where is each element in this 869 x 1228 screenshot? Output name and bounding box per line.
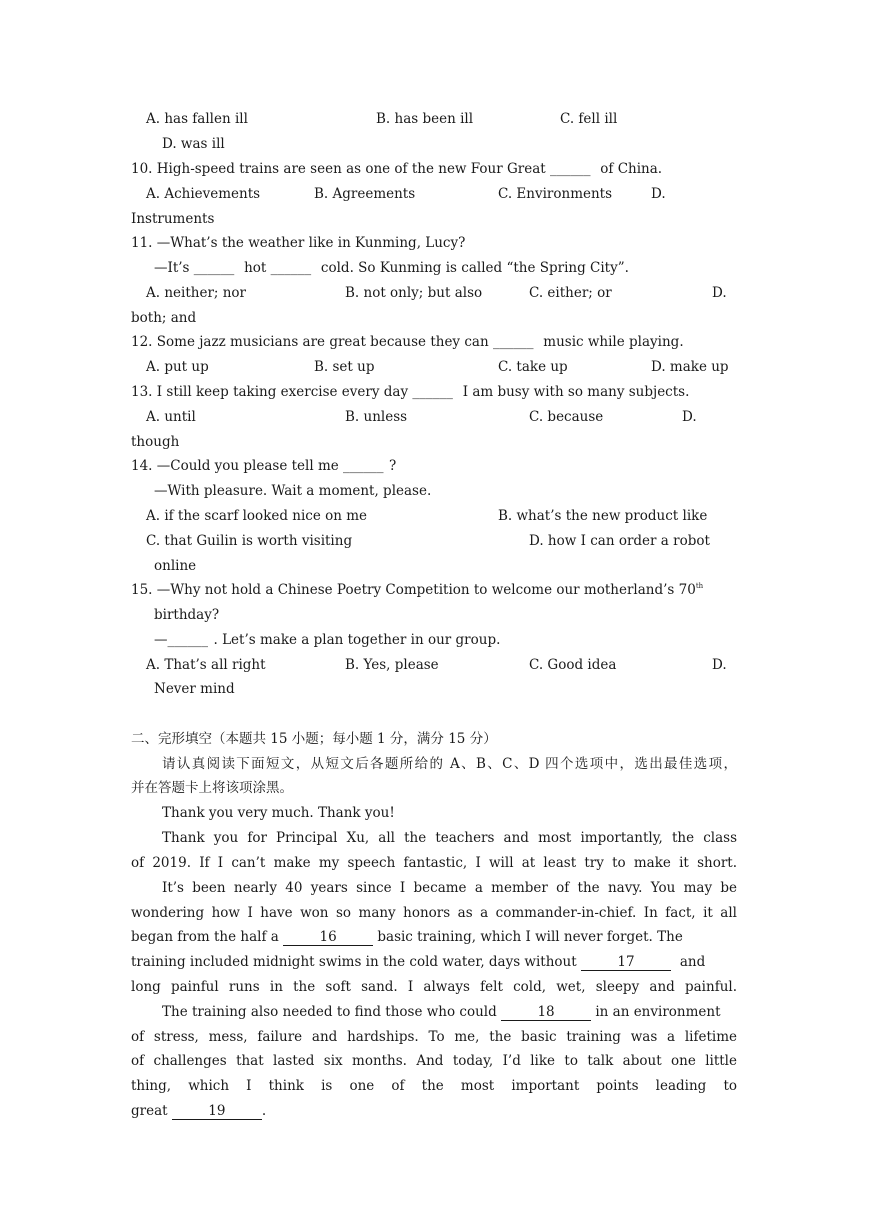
q10-blank: ______ — [549, 161, 591, 177]
q13-option-c: C. because — [529, 409, 604, 425]
q12-blank: ______ — [492, 334, 534, 350]
q15-option-a: A. That’s all right — [146, 657, 266, 673]
q14-options-row-2 — [0, 532, 869, 550]
q15-stem-cont: birthday? — [154, 607, 220, 623]
q15-blank: ______ — [167, 632, 208, 648]
q15-stem-pre: 15. —Why not hold a Chinese Poetry Competition to welcome our motherland’s 70 — [131, 582, 696, 598]
q9-options-row — [0, 110, 869, 128]
q12-stem-post: music while playing. — [543, 334, 684, 350]
passage-p3-line-2: wondering how I have won so many honors as a commander-in-chief. In fact, it all — [131, 905, 737, 921]
blank-16: 16 — [283, 929, 373, 946]
p3-line-3-pre: began from the half a — [131, 929, 279, 945]
q10-option-d-text: Instruments — [131, 211, 215, 227]
passage-p3-line-1: It’s been nearly 40 years since I became a member of the navy. You may be — [162, 880, 737, 896]
q11-reply — [154, 259, 629, 277]
passage-p3-line-4 — [131, 953, 705, 971]
q11-blank-1: ______ — [193, 260, 235, 276]
q11-reply-part1: —It’s — [154, 260, 190, 276]
q10-option-d-letter: D. — [651, 186, 666, 202]
q14-option-a: A. if the scarf looked nice on me — [146, 508, 368, 524]
q10-stem-post: of China. — [600, 161, 663, 177]
q12-stem — [131, 333, 684, 351]
passage-p4-line-2: of stress, mess, failure and hardships. To me, the basic training was a lifetime — [131, 1029, 737, 1045]
q12-options-row — [0, 358, 869, 376]
q12-option-a: A. put up — [146, 359, 209, 375]
q11-option-c: C. either; or — [529, 285, 612, 301]
passage-p4-line-1 — [162, 1003, 721, 1021]
q11-option-d-text: both; and — [131, 310, 197, 326]
q11-option-b: B. not only; but also — [345, 285, 483, 301]
q13-blank: ______ — [412, 384, 453, 400]
q10-option-a: A. Achievements — [146, 186, 261, 202]
q14-option-d: D. how I can order a robot — [529, 533, 710, 549]
q9-option-a: A. has fallen ill — [146, 111, 248, 127]
p4-line-1-post: in an environment — [595, 1004, 721, 1020]
passage-p3-line-5: long painful runs in the soft sand. I always felt cold, wet, sleepy and painful. — [131, 979, 737, 995]
passage-p4-line-3: of challenges that lasted six months. And today, I’d like to talk about one little — [131, 1053, 737, 1069]
q14-stem-pre: 14. —Could you please tell me — [131, 458, 339, 474]
q12-stem-pre: 12. Some jazz musicians are great because they can — [131, 334, 489, 350]
q15-option-d-text: Never mind — [154, 681, 235, 697]
blank-19: 19 — [172, 1103, 262, 1120]
q12-option-b: B. set up — [314, 359, 375, 375]
q14-blank: ______ — [343, 458, 384, 474]
q10-stem — [131, 160, 662, 178]
q15-option-c: C. Good idea — [529, 657, 617, 673]
q11-blank-2: ______ — [270, 260, 312, 276]
passage-p3-line-3 — [131, 928, 683, 946]
q14-option-d-cont: online — [154, 558, 197, 574]
q13-stem-pre: 13. I still keep taking exercise every day — [131, 384, 409, 400]
q14-stem-post: ? — [389, 458, 397, 474]
q12-option-d: D. make up — [651, 359, 729, 375]
q15-stem-sup: th — [695, 582, 704, 590]
p4-line-5-post: . — [261, 1103, 267, 1119]
q15-option-d-letter: D. — [712, 657, 727, 673]
q10-options-row — [0, 185, 869, 203]
q11-reply-part2: hot — [244, 260, 267, 276]
q10-option-b: B. Agreements — [314, 186, 416, 202]
q9-option-b: B. has been ill — [376, 111, 474, 127]
passage-p2-line-2: of 2019. If I can’t make my speech fantastic, I will at least try to make it short. — [131, 855, 737, 871]
q11-stem: 11. —What’s the weather like in Kunming, Lucy? — [131, 235, 466, 251]
q13-option-b: B. unless — [345, 409, 408, 425]
p3-line-4-pre: training included midnight swims in the cold water, days without — [131, 954, 577, 970]
blank-18: 18 — [501, 1004, 591, 1021]
passage-p4-line-5 — [131, 1102, 266, 1120]
q14-option-b: B. what’s the new product like — [498, 508, 708, 524]
q13-option-d-letter: D. — [682, 409, 697, 425]
q15-reply-dash: — — [154, 632, 168, 648]
q15-reply-post: . Let’s make a plan together in our group. — [213, 632, 501, 648]
cloze-instruction-line-1: 请认真阅读下面短文，从短文后各题所给的 A、B、C、D 四个选项中，选出最佳选项， — [162, 756, 737, 772]
p3-line-4-post: and — [679, 954, 706, 970]
p4-line-5-pre: great — [131, 1103, 168, 1119]
q10-stem-pre: 10. High-speed trains are seen as one of the new Four Great — [131, 161, 546, 177]
q13-stem — [131, 383, 689, 401]
q11-reply-part3: cold. So Kunming is called “the Spring City”. — [320, 260, 629, 276]
q13-stem-post: I am busy with so many subjects. — [462, 384, 690, 400]
q10-option-c: C. Environments — [498, 186, 613, 202]
q9-option-d: D. was ill — [162, 136, 225, 152]
cloze-instruction-line-2: 并在答题卡上将该项涂黑。 — [131, 780, 293, 796]
q12-option-c: C. take up — [498, 359, 568, 375]
q14-option-c: C. that Guilin is worth visiting — [146, 533, 353, 549]
q9-option-c: C. fell ill — [560, 111, 618, 127]
q15-options-row — [0, 656, 869, 674]
q13-options-row — [0, 408, 869, 426]
cloze-heading: 二、完形填空（本题共 15 小题；每小题 1 分，满分 15 分） — [131, 731, 497, 747]
passage-p2-line-1: Thank you for Principal Xu, all the teachers and most importantly, the class — [162, 830, 737, 846]
p4-line-1-pre: The training also needed to find those who could — [162, 1004, 497, 1020]
blank-17: 17 — [581, 954, 671, 971]
q11-option-d-letter: D. — [712, 285, 727, 301]
q11-option-a: A. neither; nor — [146, 285, 247, 301]
q14-stem — [131, 457, 396, 475]
passage-p1: Thank you very much. Thank you! — [162, 805, 395, 821]
q15-reply — [154, 631, 500, 649]
q11-options-row — [0, 284, 869, 302]
q13-option-d-text: though — [131, 434, 180, 450]
p3-line-3-post: basic training, which I will never forget. The — [377, 929, 683, 945]
q15-option-b: B. Yes, please — [345, 657, 439, 673]
q14-options-row-1 — [0, 507, 869, 525]
q13-option-a: A. until — [146, 409, 196, 425]
passage-p4-line-4: thing, which I think is one of the most important points leading to — [131, 1078, 737, 1094]
q15-stem — [131, 581, 703, 599]
q14-reply: —With pleasure. Wait a moment, please. — [154, 483, 432, 499]
